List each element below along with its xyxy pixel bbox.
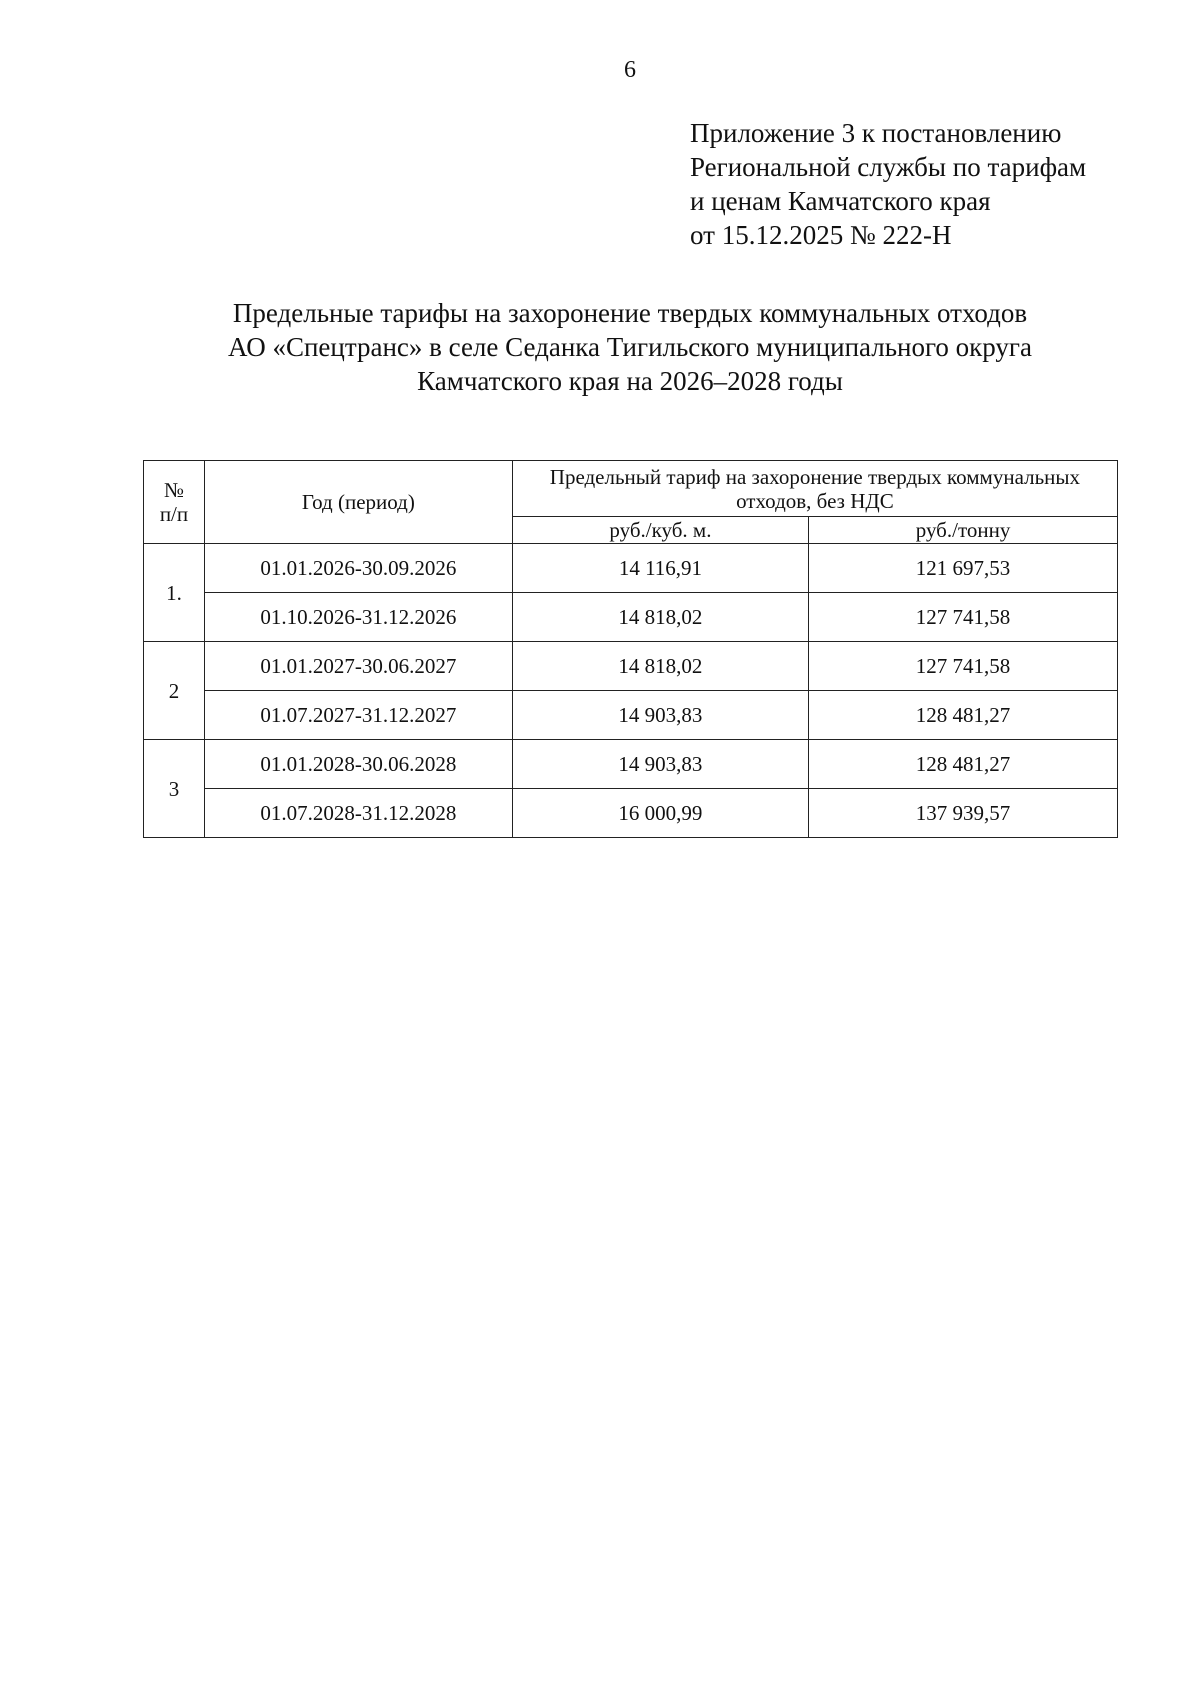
title-line: Предельные тарифы на захоронение твердых коммунальных отходов	[232, 298, 1028, 328]
title-line: АО «Спецтранс» в селе Седанка Тигильского муниципального округа	[228, 332, 1032, 362]
cell-tariff-m3: 14 903,83	[512, 740, 808, 789]
cell-tariff-ton: 128 481,27	[809, 740, 1118, 789]
header-number-line1: №	[163, 478, 184, 502]
appendix-line: Региональной службы по тарифам	[690, 152, 1087, 182]
tariff-table	[143, 460, 1118, 838]
cell-period: 01.07.2028-31.12.2028	[204, 789, 512, 838]
header-number-line2: п/п	[159, 502, 189, 526]
header-number	[144, 461, 205, 544]
cell-period: 01.10.2026-31.12.2026	[204, 593, 512, 642]
header-unit-m3: руб./куб. м.	[512, 517, 808, 544]
document-title	[144, 296, 1116, 398]
cell-tariff-m3: 14 818,02	[512, 593, 808, 642]
title-line: Камчатского края на 2026–2028 годы	[417, 366, 843, 396]
cell-tariff-ton: 127 741,58	[809, 593, 1118, 642]
cell-tariff-m3: 14 818,02	[512, 642, 808, 691]
cell-tariff-m3: 14 116,91	[512, 544, 808, 593]
cell-tariff-m3: 14 903,83	[512, 691, 808, 740]
table-row	[144, 593, 1118, 642]
appendix-line: Приложение 3 к постановлению	[690, 118, 1062, 148]
row-number: 3	[144, 740, 205, 838]
cell-period: 01.01.2028-30.06.2028	[204, 740, 512, 789]
table-row	[144, 544, 1118, 593]
appendix-reference	[690, 116, 1170, 252]
row-number: 2	[144, 642, 205, 740]
table-row	[144, 789, 1118, 838]
page-number: 6	[624, 57, 636, 83]
table-row	[144, 642, 1118, 691]
row-number: 1.	[144, 544, 205, 642]
cell-period: 01.01.2026-30.09.2026	[204, 544, 512, 593]
cell-period: 01.07.2027-31.12.2027	[204, 691, 512, 740]
header-tariff-group: Предельный тариф на захоронение твердых коммунальных отходов, без НДС	[512, 461, 1117, 517]
appendix-line: от 15.12.2025 № 222-Н	[690, 220, 952, 250]
cell-tariff-ton: 137 939,57	[809, 789, 1118, 838]
cell-tariff-m3: 16 000,99	[512, 789, 808, 838]
cell-tariff-ton: 127 741,58	[809, 642, 1118, 691]
table-row	[144, 740, 1118, 789]
appendix-line: и ценам Камчатского края	[690, 186, 991, 216]
cell-tariff-ton: 128 481,27	[809, 691, 1118, 740]
table-row	[144, 691, 1118, 740]
cell-tariff-ton: 121 697,53	[809, 544, 1118, 593]
header-period: Год (период)	[204, 461, 512, 544]
header-unit-ton: руб./тонну	[809, 517, 1118, 544]
cell-period: 01.01.2027-30.06.2027	[204, 642, 512, 691]
